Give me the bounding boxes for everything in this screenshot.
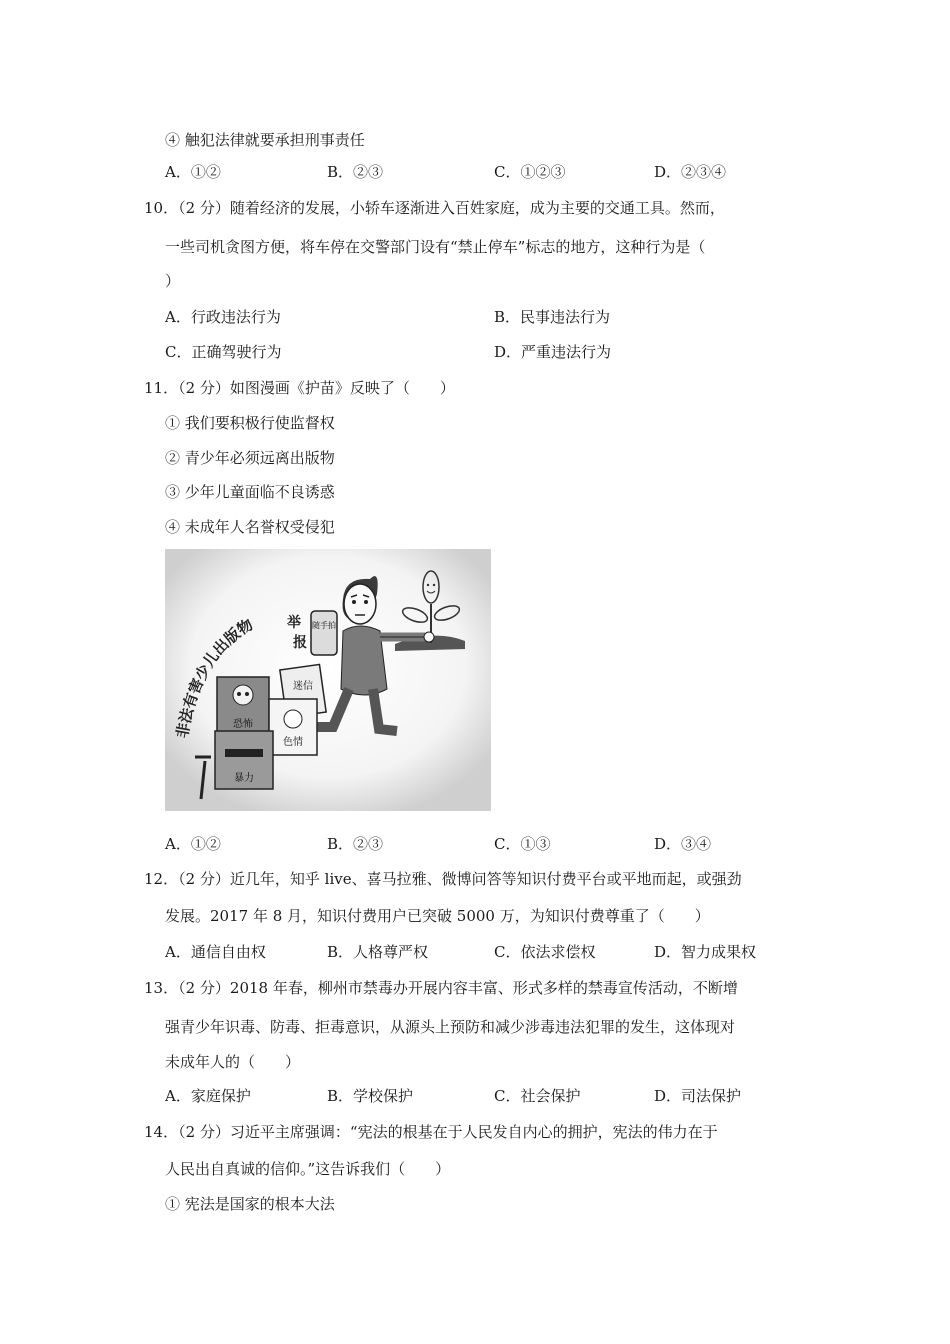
q13-option-a[interactable]: A．家庭保护 [165,1087,251,1105]
q13-stem-line-1: 13．（2 分）2018 年春，柳州市禁毒办开展内容丰富、形式多样的禁毒宣传活动，不断增 [144,979,738,997]
q12-stem-line-2: 发展。2017 年 8 月，知识付费用户已突破 5000 万，为知识付费尊重了（ ） [165,907,710,925]
cartoon-illustration [165,549,491,811]
report-text-2: 报 [293,635,307,651]
book-pornography [269,699,317,755]
q11-item-2: ② 青少年必须远离出版物 [165,449,335,467]
q11-item-3: ③ 少年儿童面临不良诱惑 [165,483,335,501]
phone-icon [311,611,337,655]
q11-option-b[interactable]: B．②③ [327,835,384,853]
q9-option-d[interactable]: D．②③④ [654,163,727,181]
q12-option-c[interactable]: C．依法求偿权 [494,943,596,961]
q9-item-4: ④ 触犯法律就要承担刑事责任 [165,131,365,149]
q14-item-1: ① 宪法是国家的根本大法 [165,1195,335,1213]
report-text-1: 举 [287,615,301,631]
q11-item-1: ① 我们要积极行使监督权 [165,414,335,432]
q11-option-a[interactable]: A．①② [165,835,221,853]
q11-option-d[interactable]: D．③④ [654,835,712,853]
q14-stem-line-1: 14．（2 分）习近平主席强调：“宪法的根基在于人民发自内心的拥护，宪法的伟力在于 [144,1123,718,1141]
q11-stem: 11．（2 分）如图漫画《护苗》反映了（ ） [144,379,455,397]
svg-text:暴力: 暴力 [234,773,254,784]
protect-seedlings-cartoon [165,549,491,811]
cartoon-background [165,549,491,811]
q10-stem-line-3: ） [165,272,181,290]
cartoon-arc-text: 非法有害少儿出版物 [173,615,257,740]
q13-option-b[interactable]: B．学校保护 [327,1087,414,1105]
q9-option-a[interactable]: A．①② [165,163,221,181]
q13-stem-line-3: 未成年人的（ ） [165,1053,301,1071]
q10-option-b[interactable]: B．民事违法行为 [494,308,611,326]
svg-text:色情: 色情 [283,737,303,748]
q13-stem-line-2: 强青少年识毒、防毒、拒毒意识，从源头上预防和减少涉毒违法犯罪的发生，这体现对 [165,1018,736,1036]
phone-label: 随手拍 [312,621,336,630]
q10-stem-line-1: 10．（2 分）随着经济的发展，小轿车逐渐进入百姓家庭，成为主要的交通工具。然而， [144,199,725,217]
q10-option-d[interactable]: D．严重违法行为 [494,343,612,361]
q11-item-4: ④ 未成年人名誉权受侵犯 [165,518,335,536]
book-horror [217,677,269,735]
q13-option-c[interactable]: C．社会保护 [494,1087,581,1105]
svg-text:恐怖: 恐怖 [233,719,253,730]
q9-option-c[interactable]: C．①②③ [494,163,566,181]
q12-option-a[interactable]: A．通信自由权 [165,943,266,961]
q12-stem-line-1: 12．（2 分）近几年，知乎 live、喜马拉雅、微博问答等知识付费平台或平地而起，或强劲 [144,870,742,888]
q12-option-d[interactable]: D．智力成果权 [654,943,757,961]
svg-text:迷信: 迷信 [293,681,313,692]
q10-option-c[interactable]: C．正确驾驶行为 [165,343,282,361]
q14-stem-line-2: 人民出自真诚的信仰。”这告诉我们（ ） [165,1160,451,1178]
q12-option-b[interactable]: B．人格尊严权 [327,943,429,961]
q11-option-c[interactable]: C．①③ [494,835,551,853]
q13-option-d[interactable]: D．司法保护 [654,1087,742,1105]
q10-stem-line-2: 一些司机贪图方便，将车停在交警部门设有“禁止停车”标志的地方，这种行为是（ [165,238,706,256]
q9-option-b[interactable]: B．②③ [327,163,384,181]
q10-option-a[interactable]: A．行政违法行为 [165,308,281,326]
